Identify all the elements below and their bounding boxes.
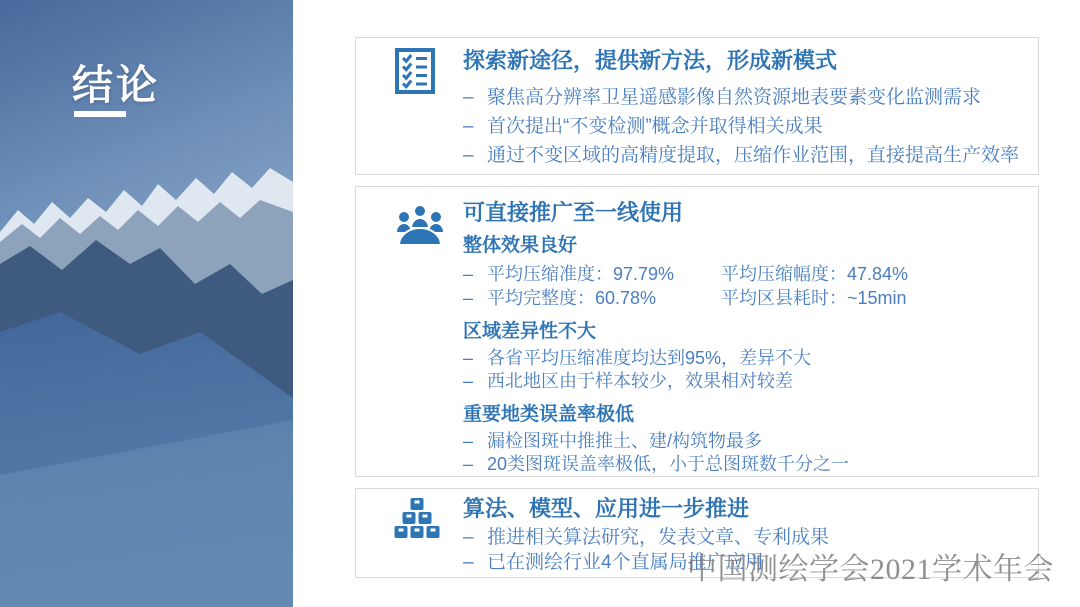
bullet-dash: – <box>463 348 474 368</box>
bullet-dash: – <box>463 454 474 474</box>
stat-item: 平均区县耗时：~15min <box>721 288 907 308</box>
bullet-item <box>463 141 1024 170</box>
bullet-text: 首次提出“不变检测”概念并取得相关成果 <box>487 116 823 137</box>
card-further-work <box>355 488 1039 578</box>
bullet-text: 聚焦高分辨率卫星遥感影像自然资源地表要素变化监测需求 <box>487 87 982 108</box>
bullet-text: 已在测绘行业4个直属局推广应用 <box>487 552 764 573</box>
bullet-item <box>463 525 1024 550</box>
section-heading: 重要地类误盖率极低 <box>463 404 635 425</box>
bullet-dash: – <box>463 288 474 308</box>
bullet-dash: – <box>463 87 474 108</box>
bullet-text: 20类图斑误盖率极低，小于总图斑数千分之一 <box>487 454 850 474</box>
stacked-blocks-icon <box>394 497 440 541</box>
bullet-dash: – <box>463 371 474 391</box>
card-title: 可直接推广至一线使用 <box>463 200 684 225</box>
bullet-item <box>463 112 1024 141</box>
section-heading: 整体效果良好 <box>463 235 578 256</box>
stat-item <box>463 262 721 286</box>
stat-text: 平均完整度：60.78% <box>487 288 657 308</box>
bullet-item <box>463 83 1024 112</box>
bullet-dash: – <box>463 527 474 548</box>
bullet-text: 通过不变区域的高精度提取，压缩作业范围，直接提高生产效率 <box>487 145 1020 166</box>
bullet-dash: – <box>463 145 474 166</box>
card-new-approach <box>355 37 1039 175</box>
page-title: 结论 <box>72 62 160 108</box>
stats-grid <box>463 262 1024 310</box>
bullet-dash: – <box>463 552 474 573</box>
title-underline <box>74 111 126 117</box>
bullet-dash: – <box>463 116 474 137</box>
bullet-item <box>463 370 1024 393</box>
bullet-item <box>463 453 1024 476</box>
bullet-item <box>463 347 1024 370</box>
bullet-text: 推进相关算法研究，发表文章、专利成果 <box>487 527 830 548</box>
bullet-item <box>463 430 1024 453</box>
bullet-text: 漏检图斑中推推土、建/构筑物最多 <box>487 431 762 451</box>
bullet-dash: – <box>463 264 474 284</box>
card-title: 算法、模型、应用进一步推进 <box>463 496 750 521</box>
bullet-text: 各省平均压缩准度均达到95%，差异不大 <box>487 348 812 368</box>
bullet-dash: – <box>463 431 474 451</box>
bullet-text: 西北地区由于样本较少，效果相对较差 <box>487 371 793 391</box>
checklist-icon <box>394 48 436 94</box>
meeting-people-icon <box>394 203 446 247</box>
mountain-photo <box>0 0 293 607</box>
section-heading: 区域差异性不大 <box>463 321 597 342</box>
card-title: 探索新途径，提供新方法，形成新模式 <box>463 48 838 73</box>
watermark: 中国测绘学会2021学术年会 <box>687 553 1054 586</box>
stat-item <box>463 286 721 310</box>
stat-item: 平均压缩幅度：47.84% <box>721 264 909 284</box>
bullet-item <box>463 550 1024 575</box>
stat-text: 平均压缩准度：97.79% <box>487 264 675 284</box>
card-field-use <box>355 186 1039 477</box>
